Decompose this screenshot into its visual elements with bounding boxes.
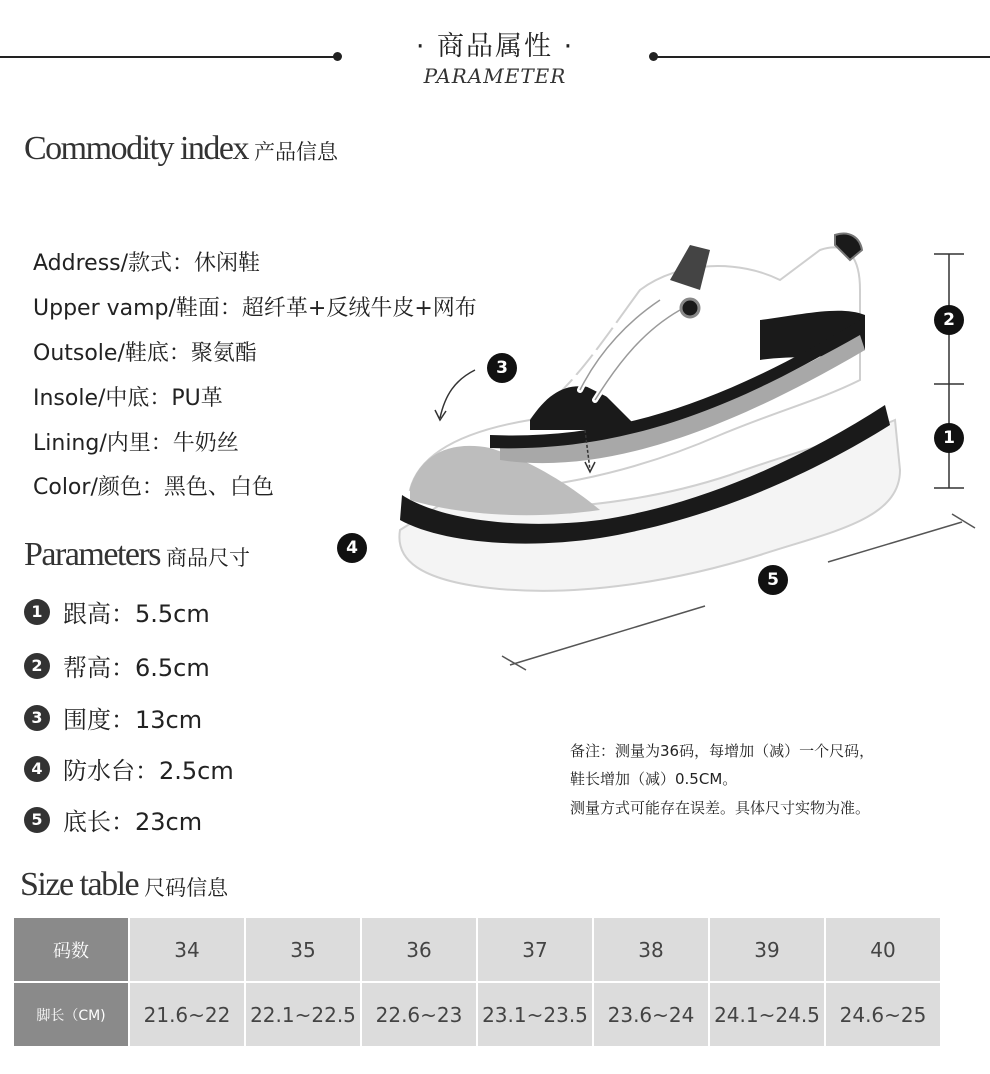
commodity-title-cn: 产品信息 [254, 140, 338, 164]
parameter-text: 围度：13cm [63, 706, 203, 734]
attribute-color: Color/颜色：黑色、白色 [33, 475, 274, 500]
commodity-title-en: Commodity index [24, 130, 248, 167]
size-table [12, 916, 942, 1048]
foot-length-cell: 22.6~23 [362, 983, 476, 1046]
table-row [14, 983, 940, 1046]
note-line-3: 测量方式可能存在误差。具体尺寸实物为准。 [570, 799, 871, 817]
number-badge: 5 [24, 807, 50, 833]
size-cell: 39 [710, 918, 824, 981]
foot-length-cell: 23.1~23.5 [478, 983, 592, 1046]
foot-length-cell: 22.1~22.5 [246, 983, 360, 1046]
diagram-label-5: 5 [758, 565, 788, 595]
number-badge: 2 [24, 653, 50, 679]
size-cell: 34 [130, 918, 244, 981]
header-title: · 商品属性 · [415, 31, 575, 62]
size-section-title [20, 866, 228, 904]
diagram-label-4: 4 [337, 533, 367, 563]
parameters-title-en: Parameters [24, 536, 161, 573]
parameter-text: 防水台：2.5cm [63, 757, 234, 785]
size-title-en: Size table [20, 866, 139, 903]
note-line-1: 备注：测量为36码，每增加（减）一个尺码， [570, 742, 875, 760]
size-title-cn: 尺码信息 [144, 876, 229, 900]
attribute-upper: Upper vamp/鞋面：超纤革+反绒牛皮+网布 [33, 296, 477, 321]
parameter-text: 跟高：5.5cm [63, 600, 210, 628]
foot-length-row-header: 脚长（CM) [14, 983, 128, 1046]
table-row [14, 918, 940, 981]
diagram-label-1: 1 [934, 423, 964, 453]
attribute-lining: Lining/内里：牛奶丝 [33, 431, 239, 456]
diagram-label-3: 3 [487, 353, 517, 383]
number-badge: 3 [24, 705, 50, 731]
attribute-insole: Insole/中底：PU革 [33, 386, 223, 411]
attribute-outsole: Outsole/鞋底：聚氨酯 [33, 341, 257, 366]
number-badge: 1 [24, 599, 50, 625]
attribute-address: Address/款式：休闲鞋 [33, 251, 261, 276]
number-badge: 4 [24, 756, 50, 782]
foot-length-cell: 21.6~22 [130, 983, 244, 1046]
size-cell: 36 [362, 918, 476, 981]
foot-length-cell: 24.1~24.5 [710, 983, 824, 1046]
header-subtitle: PARAMETER [423, 64, 567, 88]
size-cell: 40 [826, 918, 940, 981]
size-row-header: 码数 [14, 918, 128, 981]
parameters-title-cn: 商品尺寸 [166, 546, 251, 570]
parameter-text: 帮高：6.5cm [63, 654, 210, 682]
size-cell: 38 [594, 918, 708, 981]
diagram-label-2: 2 [934, 305, 964, 335]
foot-length-cell: 23.6~24 [594, 983, 708, 1046]
note-line-2: 鞋长增加（减）0.5CM。 [570, 770, 738, 788]
size-cell: 35 [246, 918, 360, 981]
foot-length-cell: 24.6~25 [826, 983, 940, 1046]
parameter-text: 底长：23cm [63, 808, 203, 836]
size-cell: 37 [478, 918, 592, 981]
